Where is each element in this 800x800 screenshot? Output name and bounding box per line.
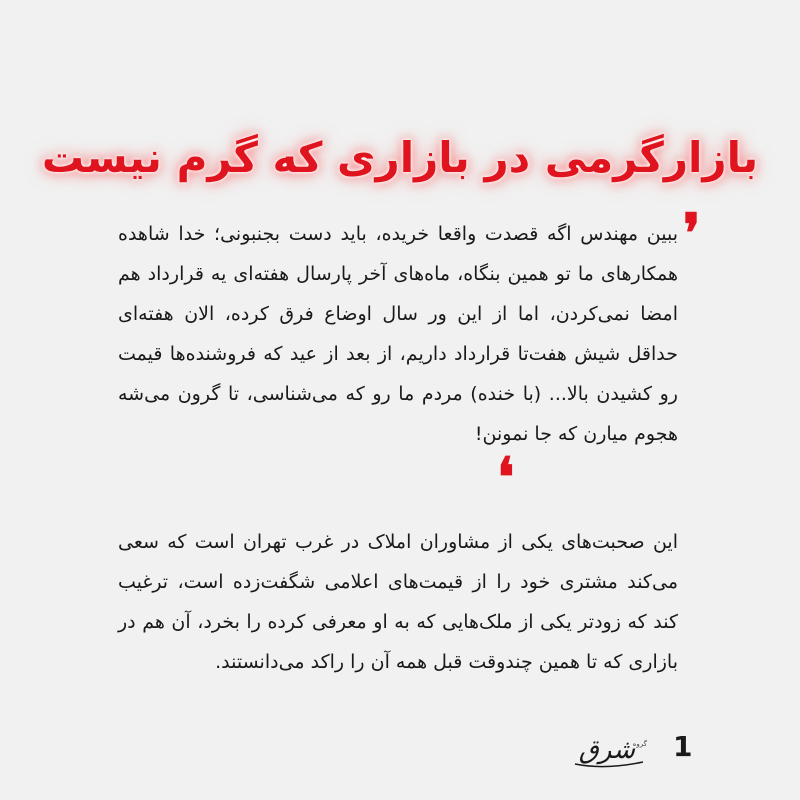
open-quote-icon: ❜	[683, 201, 701, 265]
quote-text: ببین مهندس اگه قصدت واقعا خریده، باید دست بجنبونی؛ خدا شاهده همکارهای ما تو همین بنگاه، ماه‌های آخر پارسال هفته‌ای یه قرارداد هم امضا نمی‌کردن، اما از این ور سال اوضاع فرق کرده، الان هفته‌ای حداقل شیش هفت‌تا قرارداد داریم، از بعد از عید که فروشنده‌ها قیمت رو کشیدن بالا... (با خنده) مردم ما رو که می‌شناسی، تا گرون می‌شه هجوم میارن که جا نمونن!	[118, 223, 678, 445]
body-block	[118, 522, 678, 682]
close-quote-icon: ❛	[497, 445, 515, 509]
logo-text: شرق	[578, 735, 635, 765]
body-text: این صحبت‌های یکی از مشاوران املاک در غرب تهران است که سعی می‌کند مشتری خود را از قیمت‌های اعلامی شگفت‌زده است، ترغیب کند که زودتر یکی از ملک‌هایی که به او معرفی کرده را بخرد، آن هم در بازاری که تا همین چندوقت قبل همه آن را راکد می‌دانستند.	[118, 531, 678, 673]
logo-small-text: گروه	[632, 740, 647, 748]
page-title: بازارگرمی در بازاری که گرم نیست	[41, 133, 759, 182]
sharq-logo-icon	[565, 726, 650, 776]
quote-block	[118, 214, 678, 454]
page-number: 1	[673, 730, 693, 763]
